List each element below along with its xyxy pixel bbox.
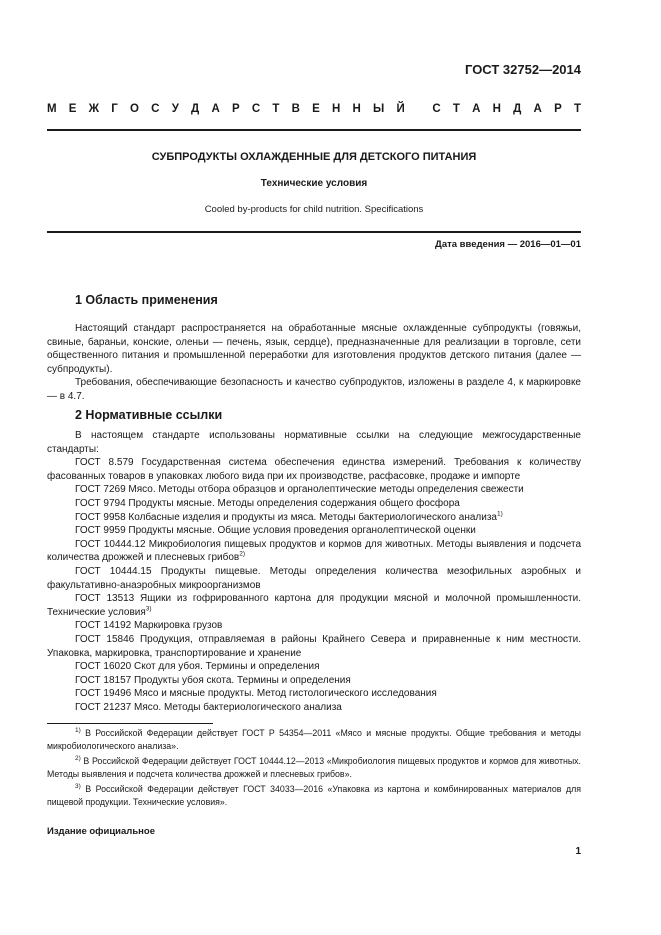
- reference-text: ГОСТ 18157 Продукты убоя скота. Термины и определения: [75, 674, 351, 686]
- reference-text: ГОСТ 19496 Мясо и мясные продукты. Метод гистологического исследования: [75, 688, 437, 700]
- reference-item: [47, 687, 581, 701]
- reference-text: ГОСТ 21237 Мясо. Методы бактериологического анализа: [75, 701, 342, 713]
- official-edition-label: Издание официальное: [47, 826, 155, 837]
- section-1-text: [47, 322, 581, 404]
- interstate-letter: Н: [352, 103, 361, 115]
- normative-references-list: [47, 456, 581, 714]
- reference-item: [47, 497, 581, 511]
- interstate-letter: Й: [396, 103, 405, 115]
- reference-text: ГОСТ 9958 Колбасные изделия и продукты из мяса. Методы бактериологического анализа: [75, 511, 497, 523]
- section-2-heading: 2 Нормативные ссылки: [75, 408, 223, 422]
- footnote-text: В Российской Федерации действует ГОСТ 10444.12—2013 «Микробиология пищевых продуктов и кормов для животных. Методы выявления и подсчета количества дрожжей и плесневых грибов».: [47, 756, 581, 779]
- interstate-letter: Ы: [373, 103, 385, 115]
- interstate-letter: С: [251, 103, 261, 115]
- reference-text: ГОСТ 14192 Маркировка грузов: [75, 620, 223, 632]
- english-title: Cooled by-products for child nutrition. Specifications: [204, 204, 424, 215]
- reference-text: ГОСТ 15846 Продукция, отправляемая в районы Крайнего Севера и приравненные к ним местности. Упаковка, маркировка, транспортирование и хранение: [47, 633, 581, 659]
- section-1-paragraph-1: Настоящий стандарт распространяется на обработанные мясные охлажденные субпродукты (говяжьи, свиные, бараньи, конские, оленьи — печень, язык, сердце), предназначенные для реализации в торговле, сети общественного питания и промышленной переработки для изготовления продуктов детского питания (далее — субпродукты).: [47, 323, 581, 375]
- section-1-heading: 1 Область применения: [75, 293, 218, 307]
- footnote-item: [47, 755, 581, 780]
- reference-item: [47, 565, 581, 592]
- footnote-item: [47, 783, 581, 808]
- section-2-intro: В настоящем стандарте использованы нормативные ссылки на следующие межгосударственные стандарты:: [47, 430, 581, 455]
- document-title: СУБПРОДУКТЫ ОХЛАЖДЕННЫЕ ДЛЯ ДЕТСКОГО ПИТАНИЯ: [151, 151, 477, 163]
- interstate-letter: [417, 103, 420, 115]
- header-rule: [47, 129, 581, 131]
- interstate-letter: Е: [312, 103, 320, 115]
- reference-item: [47, 633, 581, 660]
- interstate-letter: Т: [272, 103, 280, 115]
- interstate-letter: Р: [554, 103, 562, 115]
- reference-text: ГОСТ 10444.12 Микробиология пищевых продуктов и кормов для животных. Методы выявления и подсчета количества дрожжей и плесневых грибов: [47, 538, 581, 564]
- reference-text: ГОСТ 8.579 Государственная система обеспечения единства измерений. Требования к количеству фасованных товаров в упаковках любого вида при их производстве, расфасовке, продаже и импорте: [47, 457, 581, 482]
- section-1-paragraph-2: Требования, обеспечивающие безопасность и качество субпродуктов, изложены в разделе 4, к маркировке — в 4.7.: [47, 377, 581, 402]
- footnote-mark: 3): [145, 605, 152, 613]
- interstate-letter: М: [47, 103, 57, 115]
- interstate-letter: С: [151, 103, 160, 115]
- interstate-standard-heading: [47, 103, 581, 115]
- footnote-text: В Российской Федерации действует ГОСТ Р 54354—2011 «Мясо и мясные продукты. Общие требования и методы микробиологического анализа».: [47, 728, 581, 751]
- interstate-letter: С: [432, 103, 441, 115]
- interstate-letter: В: [291, 103, 300, 115]
- title-rule: [47, 231, 581, 233]
- page-number: 1: [575, 846, 581, 857]
- standard-code: ГОСТ 32752—2014: [465, 62, 581, 77]
- interstate-letter: О: [130, 103, 139, 115]
- footnote-number: 3): [75, 783, 81, 791]
- reference-text: ГОСТ 7269 Мясо. Методы отбора образцов и органолептические методы определения свежести: [75, 484, 524, 496]
- reference-item: [47, 592, 581, 619]
- reference-item: [47, 660, 581, 674]
- interstate-letter: Е: [68, 103, 77, 115]
- reference-item: [47, 511, 581, 525]
- interstate-letter: Н: [331, 103, 341, 115]
- interstate-letter: Т: [452, 103, 460, 115]
- interstate-letter: Д: [513, 103, 522, 115]
- reference-text: ГОСТ 9794 Продукты мясные. Методы определения содержания общего фосфора: [75, 497, 460, 509]
- interstate-letter: У: [171, 103, 179, 115]
- interstate-letter: Н: [492, 103, 501, 115]
- footnote-number: 2): [75, 755, 81, 763]
- footnotes: [47, 727, 581, 809]
- interstate-letter: А: [472, 103, 481, 115]
- interstate-letter: Д: [191, 103, 200, 115]
- footnote-separator: [47, 723, 213, 724]
- footnote-text: В Российской Федерации действует ГОСТ 34033—2016 «Упаковка из картона и комбинированных материалов для пищевой продукции. Технические условия».: [47, 784, 581, 807]
- footnote-item: [47, 727, 581, 752]
- section-2-text: [47, 429, 581, 714]
- interstate-letter: Т: [573, 103, 581, 115]
- reference-item: [47, 456, 581, 483]
- footnote-number: 1): [75, 727, 81, 735]
- interstate-letter: А: [211, 103, 220, 115]
- interstate-letter: Р: [231, 103, 240, 115]
- interstate-letter: А: [533, 103, 542, 115]
- interstate-letter: Г: [111, 103, 118, 115]
- reference-text: ГОСТ 16020 Скот для убоя. Термины и определения: [75, 661, 320, 673]
- reference-text: ГОСТ 9959 Продукты мясные. Общие условия проведения органолептической оценки: [75, 525, 476, 537]
- footnote-mark: 1): [496, 510, 503, 518]
- reference-item: [47, 538, 581, 565]
- introduction-date: Дата введения — 2016—01—01: [435, 239, 581, 250]
- reference-text: ГОСТ 13513 Ящики из гофрированного картона для продукции мясной и молочной промышленности. Технические условия: [47, 593, 581, 618]
- reference-item: [47, 674, 581, 688]
- reference-item: [47, 483, 581, 497]
- reference-text: ГОСТ 10444.15 Продукты пищевые. Методы определения количества мезофильных аэробных и факультативно-анаэробных микроорганизмов: [47, 565, 581, 591]
- reference-item: [47, 701, 581, 715]
- document-subtitle: Технические условия: [260, 178, 368, 189]
- reference-item: [47, 524, 581, 538]
- interstate-letter: Ж: [88, 103, 100, 115]
- footnote-mark: 2): [239, 551, 246, 559]
- reference-item: [47, 619, 581, 633]
